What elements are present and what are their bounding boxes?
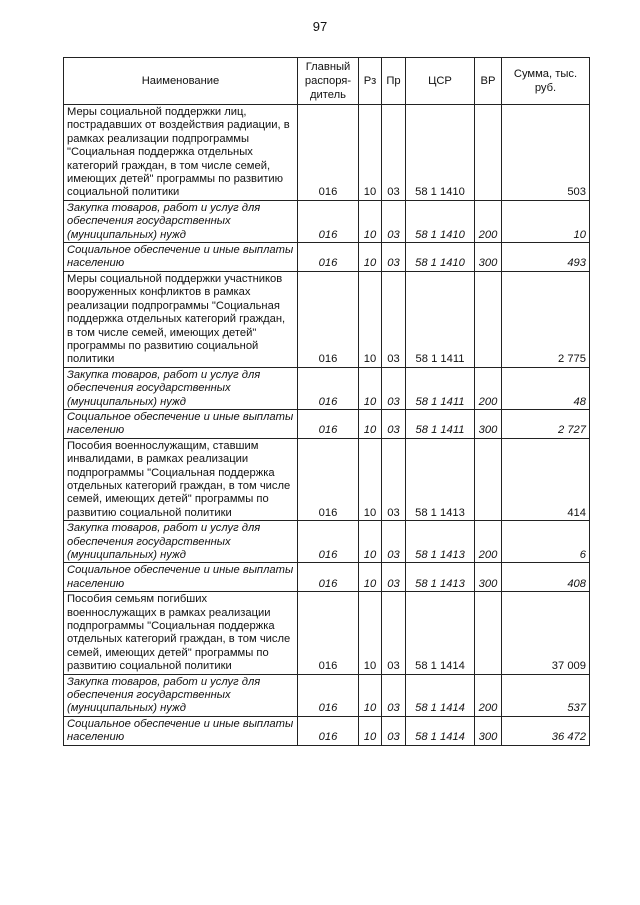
cell-rz: 10 <box>359 716 382 745</box>
table-row <box>64 243 590 272</box>
cell-glavny: 016 <box>298 409 359 438</box>
cell-csr: 58 1 1411 <box>406 367 475 409</box>
cell-summa: 2 775 <box>502 271 590 367</box>
cell-vr: 200 <box>475 367 502 409</box>
cell-pr: 03 <box>382 409 406 438</box>
cell-rz: 10 <box>359 243 382 272</box>
cell-rz: 10 <box>359 674 382 716</box>
table-row <box>64 716 590 745</box>
cell-summa: 6 <box>502 521 590 563</box>
cell-pr: 03 <box>382 521 406 563</box>
cell-glavny: 016 <box>298 438 359 520</box>
cell-pr: 03 <box>382 105 406 201</box>
cell-name: Меры социальной поддержки участников вооруженных конфликтов в рамках реализации подпрограммы "Социальная поддержка отдельных категорий граждан, в том числе семей, имеющих детей" программы по развитию социальной политики <box>64 271 298 367</box>
table-row <box>64 200 590 242</box>
cell-pr: 03 <box>382 200 406 242</box>
cell-glavny: 016 <box>298 200 359 242</box>
header-rz: Рз <box>359 58 382 105</box>
cell-summa: 48 <box>502 367 590 409</box>
cell-rz: 10 <box>359 592 382 674</box>
table-row <box>64 674 590 716</box>
cell-csr: 58 1 1413 <box>406 438 475 520</box>
cell-name: Социальное обеспечение и иные выплаты населению <box>64 563 298 592</box>
cell-summa: 10 <box>502 200 590 242</box>
cell-name: Социальное обеспечение и иные выплаты населению <box>64 716 298 745</box>
cell-glavny: 016 <box>298 521 359 563</box>
header-name: Наименование <box>64 58 298 105</box>
cell-csr: 58 1 1410 <box>406 243 475 272</box>
cell-summa: 36 472 <box>502 716 590 745</box>
cell-rz: 10 <box>359 105 382 201</box>
cell-name: Социальное обеспечение и иные выплаты населению <box>64 243 298 272</box>
cell-summa: 414 <box>502 438 590 520</box>
cell-vr: 300 <box>475 716 502 745</box>
cell-vr: 300 <box>475 409 502 438</box>
cell-glavny: 016 <box>298 563 359 592</box>
page-number: 97 <box>312 19 328 34</box>
cell-name: Закупка товаров, работ и услуг для обеспечения государственных (муниципальных) нужд <box>64 200 298 242</box>
header-glavny: Главный распоря-дитель <box>298 58 359 105</box>
cell-name: Закупка товаров, работ и услуг для обеспечения государственных (муниципальных) нужд <box>64 367 298 409</box>
cell-rz: 10 <box>359 200 382 242</box>
cell-summa: 493 <box>502 243 590 272</box>
table-row <box>64 105 590 201</box>
header-pr: Пр <box>382 58 406 105</box>
table-row <box>64 367 590 409</box>
cell-csr: 58 1 1414 <box>406 592 475 674</box>
header-summa: Сумма, тыс. руб. <box>502 58 590 105</box>
cell-csr: 58 1 1411 <box>406 271 475 367</box>
cell-csr: 58 1 1410 <box>406 105 475 201</box>
cell-vr: 200 <box>475 674 502 716</box>
cell-vr <box>475 438 502 520</box>
table-row <box>64 521 590 563</box>
cell-csr: 58 1 1410 <box>406 200 475 242</box>
budget-table <box>63 57 590 746</box>
cell-glavny: 016 <box>298 716 359 745</box>
header-csr: ЦСР <box>406 58 475 105</box>
table-header-row <box>64 58 590 105</box>
cell-pr: 03 <box>382 438 406 520</box>
cell-vr: 200 <box>475 521 502 563</box>
cell-vr: 300 <box>475 563 502 592</box>
cell-summa: 408 <box>502 563 590 592</box>
cell-rz: 10 <box>359 563 382 592</box>
cell-rz: 10 <box>359 367 382 409</box>
cell-csr: 58 1 1413 <box>406 521 475 563</box>
cell-csr: 58 1 1413 <box>406 563 475 592</box>
cell-csr: 58 1 1411 <box>406 409 475 438</box>
cell-glavny: 016 <box>298 105 359 201</box>
cell-vr: 300 <box>475 243 502 272</box>
cell-rz: 10 <box>359 271 382 367</box>
cell-glavny: 016 <box>298 592 359 674</box>
table-row <box>64 438 590 520</box>
cell-vr <box>475 592 502 674</box>
table-row <box>64 563 590 592</box>
cell-summa: 37 009 <box>502 592 590 674</box>
cell-summa: 503 <box>502 105 590 201</box>
cell-pr: 03 <box>382 367 406 409</box>
cell-pr: 03 <box>382 592 406 674</box>
cell-pr: 03 <box>382 243 406 272</box>
cell-glavny: 016 <box>298 243 359 272</box>
cell-pr: 03 <box>382 563 406 592</box>
cell-pr: 03 <box>382 716 406 745</box>
cell-rz: 10 <box>359 521 382 563</box>
table-row <box>64 409 590 438</box>
table-row <box>64 592 590 674</box>
cell-vr: 200 <box>475 200 502 242</box>
cell-pr: 03 <box>382 674 406 716</box>
header-vr: ВР <box>475 58 502 105</box>
cell-rz: 10 <box>359 409 382 438</box>
cell-csr: 58 1 1414 <box>406 674 475 716</box>
cell-name: Закупка товаров, работ и услуг для обеспечения государственных (муниципальных) нужд <box>64 674 298 716</box>
cell-name: Меры социальной поддержки лиц, пострадавших от воздействия радиации, в рамках реализации подпрограммы "Социальная поддержка отдельных категорий граждан, в том числе семей, имеющих детей" программы по развитию социальной политики <box>64 105 298 201</box>
cell-vr <box>475 105 502 201</box>
cell-name: Пособия военнослужащим, ставшим инвалидами, в рамках реализации подпрограммы "Социальная поддержка отдельных категорий граждан, в том числе семей, имеющих детей" программы по развитию социальной политики <box>64 438 298 520</box>
cell-glavny: 016 <box>298 674 359 716</box>
cell-glavny: 016 <box>298 271 359 367</box>
cell-vr <box>475 271 502 367</box>
cell-csr: 58 1 1414 <box>406 716 475 745</box>
table-row <box>64 271 590 367</box>
cell-name: Социальное обеспечение и иные выплаты населению <box>64 409 298 438</box>
cell-rz: 10 <box>359 438 382 520</box>
cell-pr: 03 <box>382 271 406 367</box>
cell-summa: 537 <box>502 674 590 716</box>
cell-glavny: 016 <box>298 367 359 409</box>
cell-name: Пособия семьям погибших военнослужащих в рамках реализации подпрограммы "Социальная поддержка отдельных категорий граждан, в том числе семей, имеющих детей" программы по развитию социальной политики <box>64 592 298 674</box>
cell-name: Закупка товаров, работ и услуг для обеспечения государственных (муниципальных) нужд <box>64 521 298 563</box>
cell-summa: 2 727 <box>502 409 590 438</box>
